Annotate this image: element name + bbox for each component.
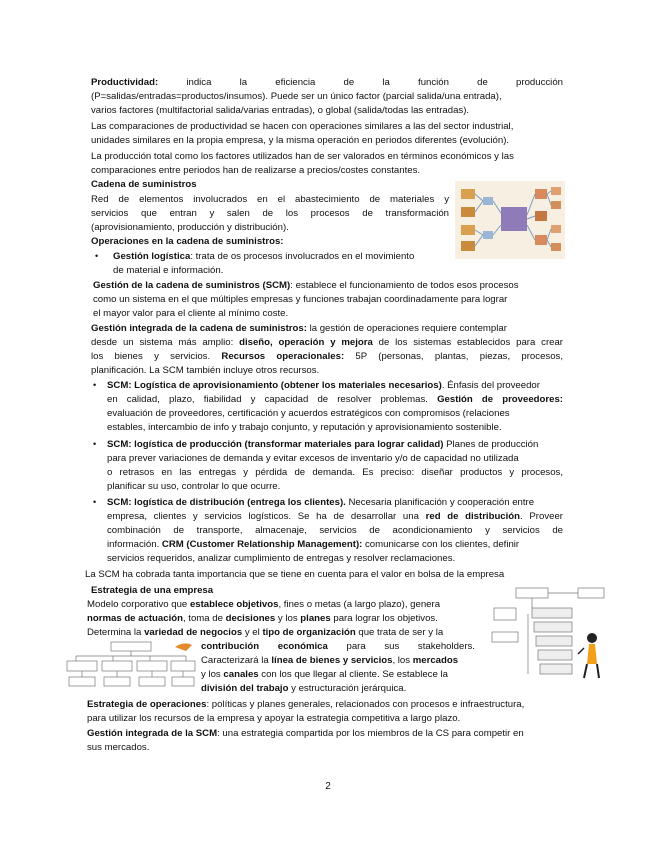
strategy-pyramid-diagram xyxy=(486,586,608,682)
cadena-heading: Cadena de suministros xyxy=(91,179,197,190)
supply-chain-diagram xyxy=(455,181,565,259)
org-chart-diagram xyxy=(66,641,196,693)
estrategia-line2: normas de actuación, toma de decisiones y los planes para lograr los objetivos. xyxy=(87,613,438,624)
cadena-def-line2: servicios que entran y salen de los procesos de transformación xyxy=(91,208,449,219)
scm-distribucion-line3: combinación de transporte, almacenaje, servicios de acondicionamiento y servicios de xyxy=(107,525,563,536)
cadena-def-line3: (aprovisionamiento, producción y distribución). xyxy=(91,222,289,233)
productividad-term: Productividad: xyxy=(91,77,159,88)
scm-produccion-line3: o retrasos en las entregas y pérdida de demanda. Es preciso: diseñar productos y procesos, xyxy=(107,467,563,478)
gestion-integrada-line3: los bienes y servicios. Recursos operacionales: 5P (personas, plantas, piezas, procesos, xyxy=(91,351,563,362)
gestion-integrada-scm-line1: Gestión integrada de la SCM: una estrategia compartida por los miembros de la CS para competir en xyxy=(87,728,524,739)
scm-aprovisionamiento-line4: estables, intercambio de info y trabajo conjunto, y reputación y aprovisionamiento sostenible. xyxy=(107,422,502,433)
scm-distribucion-line5: servicios requeridos, analizar cumplimiento de entregas y resolver reclamaciones. xyxy=(107,553,456,564)
scm-produccion-line1: SCM: logística de producción (transformar materiales para lograr calidad) Planes de producción xyxy=(107,439,539,450)
comparaciones-line2: unidades similares en la propia empresa, y la misma operación en periodos diferentes (evolución). xyxy=(91,135,510,146)
estrategia-operaciones-line1: Estrategia de operaciones: políticas y planes generales, relacionados con procesos e infraestructura, xyxy=(87,699,525,710)
bullet: • xyxy=(93,439,97,449)
scm-definition-line3: el mayor valor para el cliente al mínimo coste. xyxy=(93,308,289,319)
productividad-line3: varios factores (multifactorial salida/varias entradas), o global (salida/todas las entradas). xyxy=(91,105,470,116)
comparaciones-line1: Las comparaciones de productividad se hacen con operaciones similares a las del sector industrial, xyxy=(91,121,514,132)
estrategia-operaciones-line2: para utilizar los recursos de la empresa y apoyar la estrategia competitiva a largo plazo. xyxy=(87,713,461,724)
estrategia-line7: división del trabajo y estructuración jerárquica. xyxy=(201,683,407,694)
cadena-def-line1: Red de elementos involucrados en el abastecimiento de materiales y xyxy=(91,194,449,205)
estrategia-line5: Caracterizará la línea de bienes y servicios, los mercados xyxy=(201,655,459,666)
produccion-total-line1: La producción total como los factores utilizados han de ser valorados en términos económicos y las xyxy=(91,151,514,162)
bullet: • xyxy=(95,251,99,261)
productividad-line1: Productividad: indica la eficiencia de la función de producción xyxy=(91,77,563,88)
scm-distribucion-line1: SCM: logística de distribución (entrega los clientes). Necesaria planificación y cooperación entre xyxy=(107,497,535,508)
bullet: • xyxy=(93,497,97,507)
gestion-integrada-line2: desde un sistema más amplio: diseño, operación y mejora de los sistemas establecidos para crear xyxy=(91,337,564,348)
scm-definition-line1: Gestión de la cadena de suministros (SCM): establece el funcionamiento de todos esos procesos xyxy=(93,280,519,291)
bullet: • xyxy=(93,380,97,390)
scm-definition-line2: como un sistema en el que múltiples empresas y funciones trabajan coordinadamente para lograr xyxy=(93,294,508,305)
estrategia-line4: contribución económica para sus stakeholders. xyxy=(201,641,475,652)
productividad-line2: (P=salidas/entradas=productos/insumos). Puede ser un único factor (parcial salida/una entrada), xyxy=(91,91,502,102)
gestion-integrada-line1: Gestión integrada de la cadena de suministros: la gestión de operaciones requiere contemplar xyxy=(91,323,507,334)
scm-aprovisionamiento-line2: en calidad, plazo, fiabilidad y capacidad de resolver problemas. Gestión de proveedores: xyxy=(107,394,563,405)
estrategia-line6: y los canales con los que llegar al cliente. Se establece la xyxy=(201,669,448,680)
gestion-integrada-scm-line2: sus mercados. xyxy=(87,742,150,753)
estrategia-line1: Modelo corporativo que establece objetivos, fines o metas (a largo plazo), genera xyxy=(87,599,441,610)
scm-distribucion-line4: información. CRM (Customer Relationship Management): comunicarse con los clientes, definir xyxy=(107,539,520,550)
estrategia-heading: Estrategia de una empresa xyxy=(91,585,214,596)
produccion-total-line2: comparaciones entre periodos han de realizarse a precios/costes constantes. xyxy=(91,165,421,176)
gestion-logistica-line1: Gestión logística: trata de os procesos involucrados en el movimiento xyxy=(113,251,415,262)
scm-produccion-line2: para prever variaciones de demanda y evitar excesos de inventario y/o de capacidad no utilizada xyxy=(107,453,519,464)
scm-aprovisionamiento-line3: evaluación de proveedores, certificación y acuerdos estratégicos con compromisos (relaciones xyxy=(107,408,510,419)
scm-valor-bolsa: La SCM ha cobrada tanta importancia que se tiene en cuenta para el valor en bolsa de la empresa xyxy=(85,569,505,580)
gestion-logistica-line2: de material e información. xyxy=(113,265,224,276)
scm-distribucion-line2: empresa, clientes y servicios logísticos. Se ha de desarrollar una red de distribución. Proveer xyxy=(107,511,563,522)
operaciones-heading: Operaciones en la cadena de suministros: xyxy=(91,236,284,247)
scm-produccion-line4: planificar su uso, controlar lo que ocurre. xyxy=(107,481,281,492)
estrategia-line3: Determina la variedad de negocios y el tipo de organización que trata de ser y la xyxy=(87,627,444,638)
gestion-integrada-line4: planificación. La SCM también incluye otros recursos. xyxy=(91,365,320,376)
page-number: 2 xyxy=(325,781,331,792)
scm-aprovisionamiento-line1: SCM: Logística de aprovisionamiento (obtener los materiales necesarios). Énfasis del proveedor xyxy=(107,380,540,391)
